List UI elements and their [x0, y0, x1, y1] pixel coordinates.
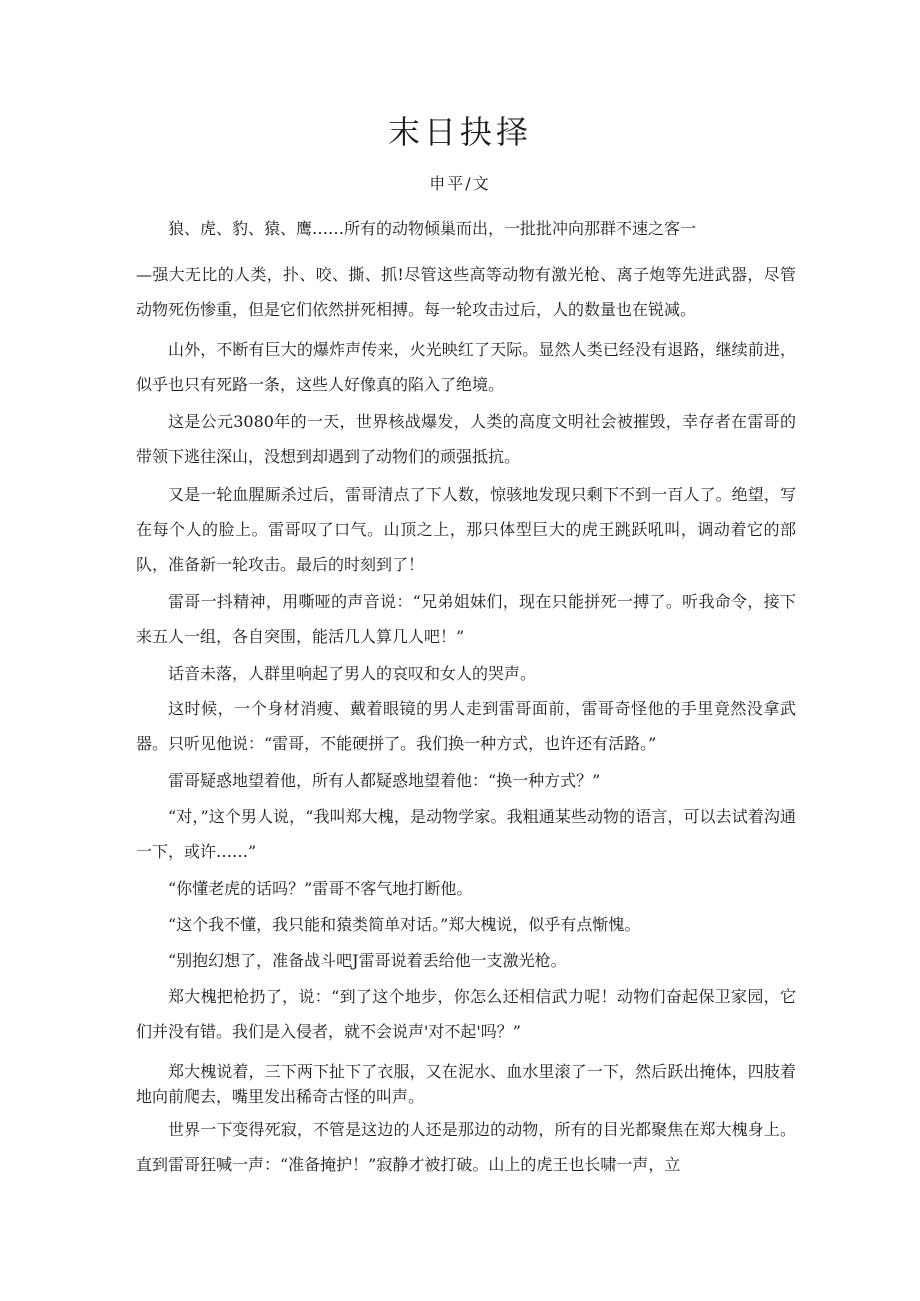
paragraph: 话音未落，人群里响起了男人的哀叹和女人的哭声。 — [168, 664, 537, 683]
paragraph: 郑大槐说着，三下两下扯下了衣服，又在泥水、血水里滚了一下，然后跃出掩体，四肢着地向前爬去，嘴里发出稀奇古怪的叫声。 — [136, 1062, 796, 1106]
paragraph: 山外，不断有巨大的爆炸声传来，火光映红了天际。显然人类已经没有退路，继续前进，似乎也只有死路一条，这些人好像真的陷入了绝境。 — [136, 340, 796, 394]
paragraph: “你懂老虎的话吗？”雷哥不客气地打断他。 — [168, 879, 473, 898]
paragraph: “这个我不懂，我只能和猿类简单对话。”郑大槐说，似乎有点惭愧。 — [168, 915, 641, 934]
paragraph: 雷哥一抖精神，用嘶哑的声音说：“兄弟姐妹们，现在只能拼死一搏了。听我命令，接下来五人一组，各自突围，能活几人算几人吧！” — [136, 592, 796, 646]
story-title: 末日抉择 — [387, 113, 532, 151]
paragraph: 这时候，一个身材消瘦、戴着眼镜的男人走到雷哥面前，雷哥奇怪他的手里竟然没拿武器。只听见他说：“雷哥，不能硬拼了。我们换一种方式，也许还有活路。” — [136, 699, 796, 753]
paragraph: —强大无比的人类，扑、咬、撕、抓!尽管这些高等动物有激光枪、离子炮等先进武器，尽管动物死伤惨重，但是它们依然拼死相搏。每一轮攻击过后，人的数量也在锐减。 — [136, 265, 796, 319]
paragraph: 这是公元3080年的一天，世界核战爆发，人类的高度文明社会被摧毁，幸存者在雷哥的带领下逃往深山，没想到却遇到了动物们的顽强抵抗。 — [136, 412, 796, 466]
paragraph: 又是一轮血腥厮杀过后，雷哥清点了下人数，惊骇地发现只剩下不到一百人了。绝望，写在每个人的脸上。雷哥叹了口气。山顶之上，那只体型巨大的虎王跳跃吼叫，调动着它的部队，准备新一轮攻击。最后的时刻到了！ — [136, 485, 796, 574]
paragraph: 世界一下变得死寂，不管是这边的人还是那边的动物，所有的目光都聚焦在郑大槐身上。直到雷哥狂喊一声：“准备掩护！”寂静才被打破。山上的虎王也长啸一声，立 — [136, 1120, 796, 1174]
author-byline: 申平/文 — [429, 174, 491, 193]
paragraph: “对，”这个男人说，“我叫郑大槐，是动物学家。我粗通某些动物的语言，可以去试着沟通一下，或许……” — [136, 807, 796, 861]
paragraph: 雷哥疑惑地望着他，所有人都疑惑地望着他：“换一种方式？” — [168, 771, 601, 790]
paragraph: “别抱幻想了，准备战斗吧J雷哥说着丢给他一支激光枪。 — [168, 951, 567, 970]
paragraph: 狼、虎、豹、猿、鹰……所有的动物倾巢而出，一批批冲向那群不速之客一 — [168, 219, 697, 238]
paragraph: 郑大槐把枪扔了，说：“到了这个地步，你怎么还相信武力呢！动物们奋起保卫家园，它们并没有错。我们是入侵者，就不会说声'对不起'吗？” — [136, 987, 796, 1041]
